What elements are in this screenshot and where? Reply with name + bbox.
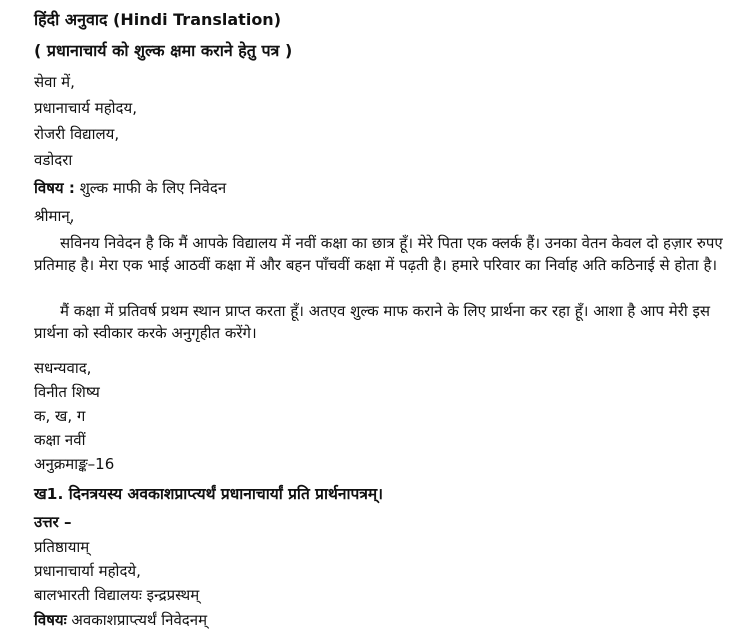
body-paragraph-1 — [34, 232, 724, 276]
closing-line: विनीत शिष्य — [34, 383, 100, 401]
salutation: श्रीमान्, — [34, 207, 75, 225]
address-line: रोजरी विद्यालय, — [34, 125, 120, 143]
answer-subject-line — [34, 610, 207, 630]
answer-line: प्रधानाचार्या महोदये, — [34, 562, 141, 580]
body-paragraph-2 — [34, 300, 724, 344]
subject-line — [34, 178, 226, 198]
closing-line: सधन्यवाद, — [34, 359, 92, 377]
answer-label: उत्तर – — [34, 513, 72, 531]
question-heading: ख1. दिनत्रयस्य अवकाशप्राप्त्यर्थं प्रधानाचार्यां प्रति प्रार्थनापत्रम्। — [34, 485, 384, 503]
answer-line: बालभारती विद्यालयः इन्द्रप्रस्थम् — [34, 586, 200, 604]
paragraph-text: मैं कक्षा में प्रतिवर्ष प्रथम स्थान प्राप्त करता हूँ। अतएव शुल्क माफ कराने के लिए प्रार्थना कर रहा हूँ। आशा है आप मेरी इस प्रार्थना को स्वीकार करके अनुगृहीत करेंगे। — [34, 302, 711, 342]
paragraph-text: सविनय निवेदन है कि मैं आपके विद्यालय में नवीं कक्षा का छात्र हूँ। मेरे पिता एक क्लर्क हैं। उनका वेतन केवल दो हज़ार रुपए प्रतिमाह है। मेरा एक भाई आठवीं कक्षा में और बहन पाँचवीं कक्षा में पढ़ती है। हमारे परिवार का निर्वाह अति कठिनाई से होता है। — [34, 234, 723, 274]
closing-line: क, ख, ग — [34, 407, 86, 425]
subject-label: विषय : — [34, 179, 75, 197]
answer-subject-text: अवकाशप्राप्त्यर्थं निवेदनम् — [66, 611, 208, 629]
answer-subject-label: विषयः — [34, 611, 67, 629]
page-heading: हिंदी अनुवाद (Hindi Translation) — [34, 10, 282, 29]
subject-text: शुल्क माफी के लिए निवेदन — [74, 179, 227, 197]
closing-line: अनुक्रमाङ्क–16 — [34, 455, 115, 473]
address-line: सेवा में, — [34, 73, 75, 91]
address-line: वडोदरा — [34, 151, 73, 169]
closing-line: कक्षा नवीं — [34, 431, 86, 449]
address-line: प्रधानाचार्य महोदय, — [34, 99, 137, 117]
letter-title: ( प्रधानाचार्य को शुल्क क्षमा कराने हेतु पत्र ) — [34, 41, 293, 60]
answer-line: प्रतिष्ठायाम् — [34, 538, 90, 556]
